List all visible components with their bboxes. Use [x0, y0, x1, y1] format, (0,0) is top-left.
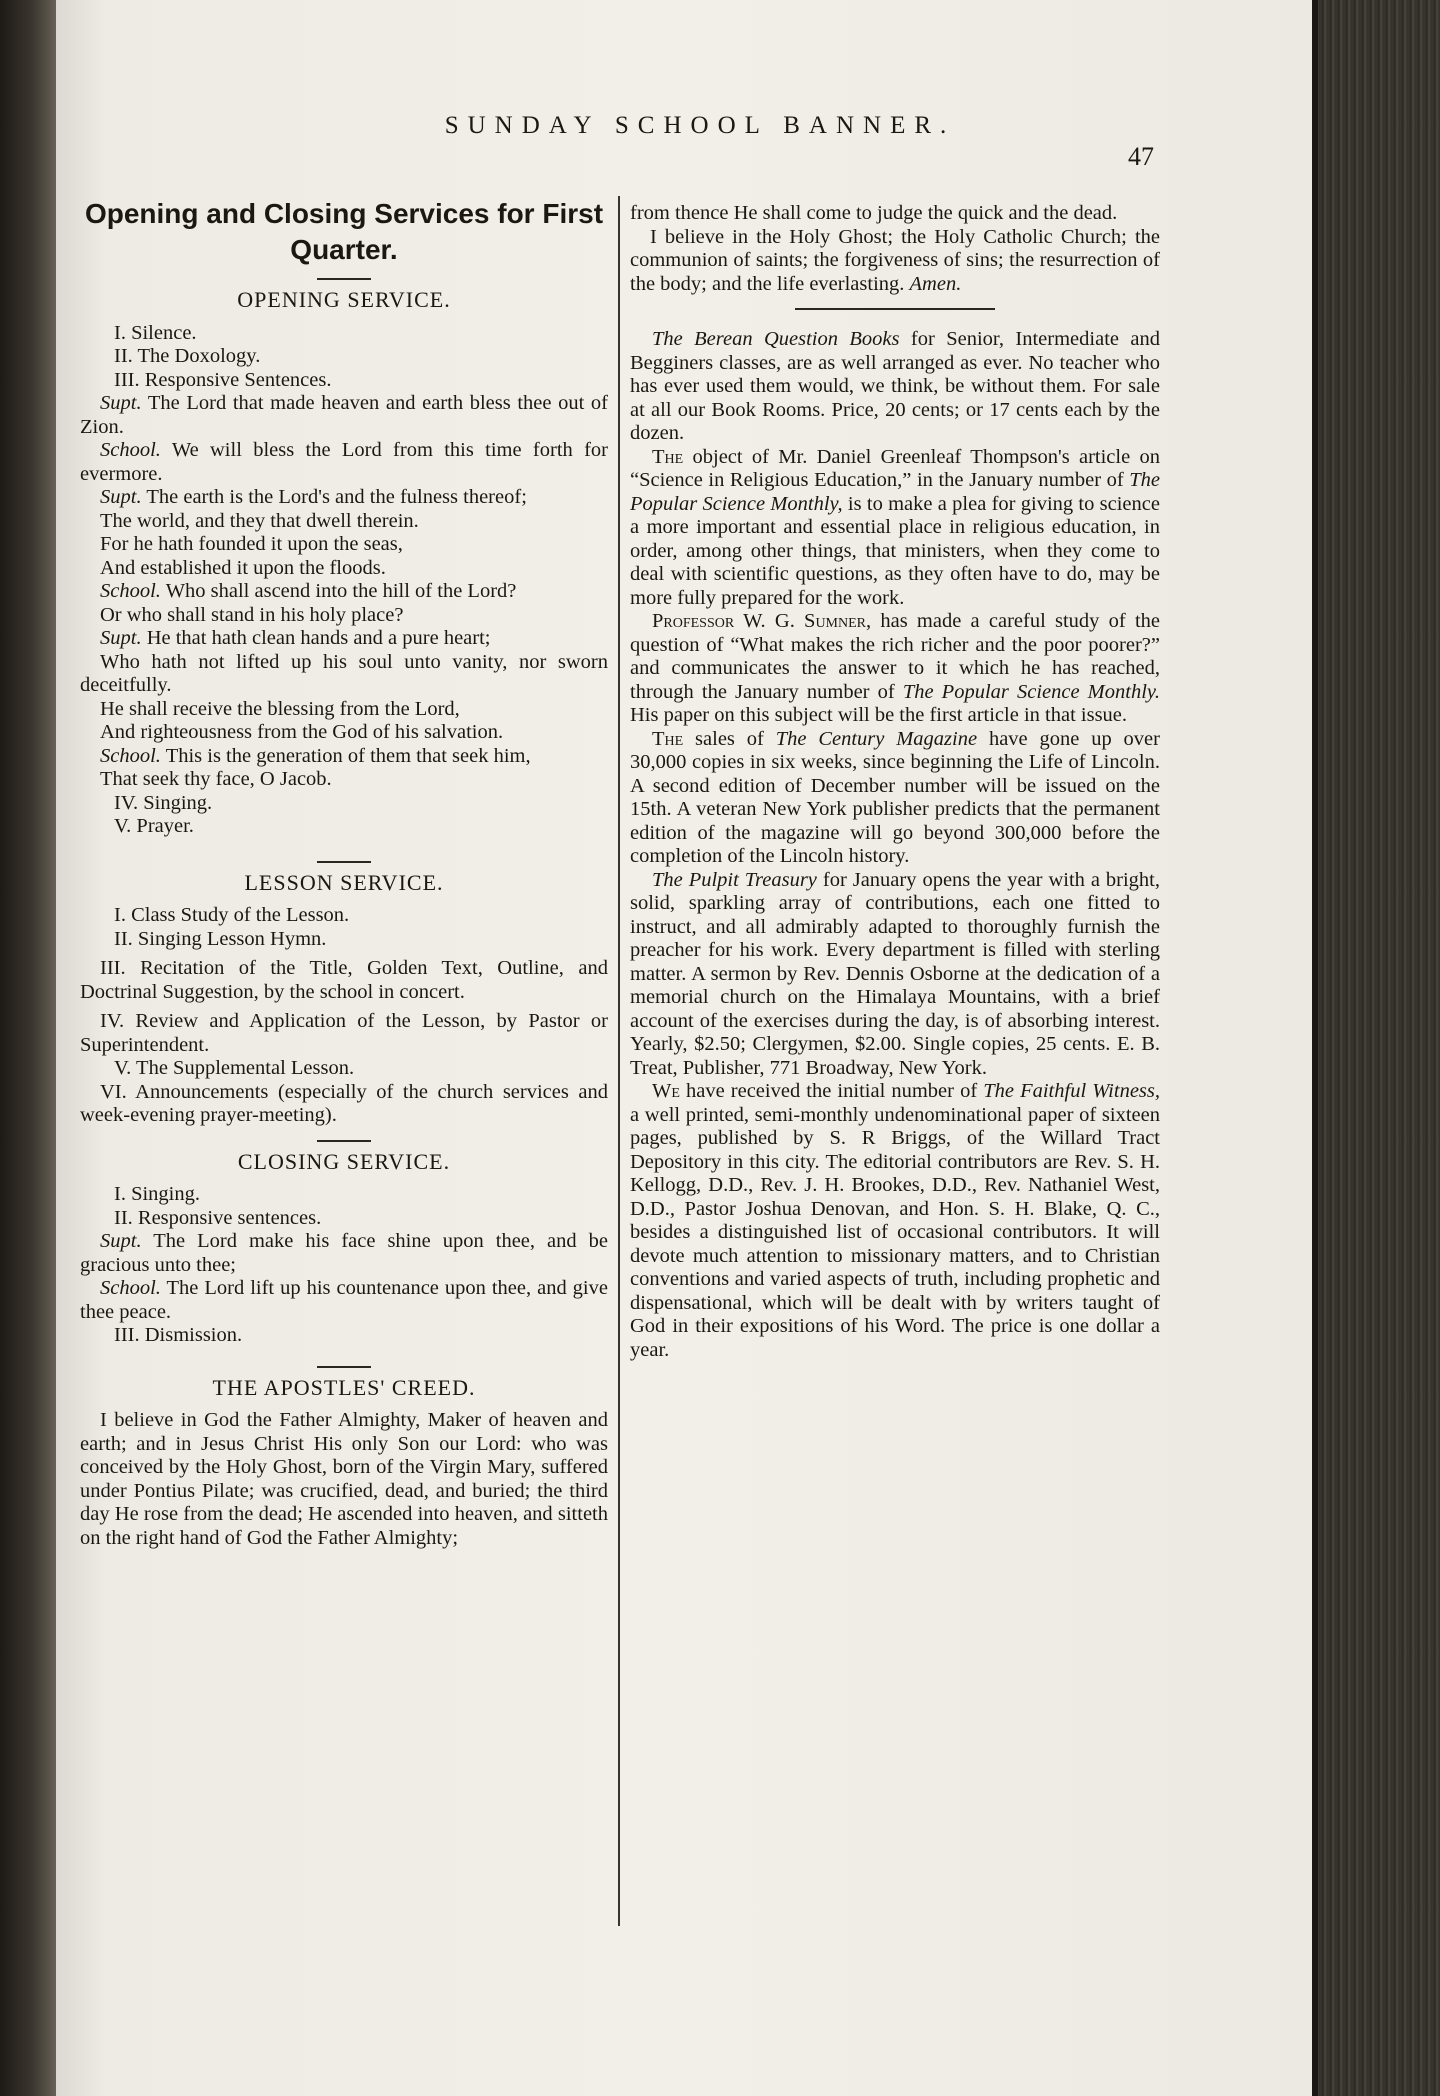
responsive-text: The world, and they that dwell therein. [100, 509, 419, 532]
responsive-text: The Lord lift up his countenance upon thee, and give thee peace. [80, 1277, 608, 1323]
responsive-text: That seek thy face, O Jacob. [100, 768, 332, 790]
responsive-line [80, 510, 608, 534]
news-text: have gone up over 30,000 copies in six weeks, since beginning the Life of Lincoln. A second edition of December number will be issued on the 15th. A veteran New York publisher predicts that the permanent edition of the magazine will go beyond 300,000 before the completion of the Lincoln history. [630, 727, 1160, 867]
page-number: 47 [1128, 142, 1154, 171]
news-text: for Senior, Intermediate and Begginers classes, are as well arranged as ever. No teacher who has ever used them would, we think, be without them. For sale at all our Book Rooms. Price, 20 cents; or 17 cents each by the dozen. [630, 328, 1160, 444]
speaker-label: School. [100, 744, 161, 767]
responsive-line [80, 486, 608, 510]
speaker-label: Supt. [100, 627, 142, 649]
divider [317, 861, 371, 863]
article-title: Opening and Closing Services for First Quarter. [84, 198, 604, 265]
ornamental-divider [795, 308, 995, 310]
right-column [630, 190, 1160, 1970]
responsive-line [80, 604, 608, 628]
news-text: have received the initial number of [679, 1080, 984, 1102]
news-lead: The [652, 445, 684, 468]
speaker-label: School. [100, 1277, 161, 1299]
list-item: III. Recitation of the Title, Golden Text, Outline, and Doctrinal Suggestion, by the school in concert. [80, 957, 608, 1003]
news-lead: Professor W. G. Sumner, [652, 610, 872, 632]
responsive-line [80, 627, 608, 651]
divider [317, 1140, 371, 1142]
speaker-label: Supt. [100, 486, 142, 508]
list-item: II. Singing Lesson Hymn. [114, 927, 327, 950]
facing-page-edge [0, 0, 58, 2096]
news-lead: The [652, 727, 684, 750]
responsive-text: The Lord make his face shine upon thee, and be gracious unto thee; [80, 1230, 608, 1276]
list-item: V. Prayer. [114, 815, 194, 837]
responsive-line [80, 1230, 608, 1277]
responsive-text: And established it upon the floods. [100, 556, 386, 579]
responsive-text: This is the generation of them that seek him, [165, 744, 531, 767]
divider [317, 278, 371, 280]
column-rule [618, 196, 620, 1926]
list-item: I. Class Study of the Lesson. [114, 904, 350, 926]
news-text: is to make a plea for giving to science a more important and essential place in religious education, in order, among other things, that ministers, when they come to deal with scientific questions, as they often have to do, may be more fully prepared for the work. [630, 492, 1160, 609]
creed-amen: Amen. [909, 272, 962, 295]
list-item: II. Responsive sentences. [114, 1206, 322, 1229]
news-item-sumner [630, 610, 1160, 728]
left-column [80, 190, 608, 1970]
list-item: I. Singing. [114, 1183, 200, 1205]
news-text: has made a careful study of the question of “What makes the rich richer and the poor poorer?” and communicates the answer to it which he has reached, through the January number of [630, 610, 1160, 703]
list-item: IV. Singing. [114, 791, 213, 814]
list-item: IV. Review and Application of the Lesson, by Pastor or Superintendent. [80, 1010, 608, 1056]
news-text: for January opens the year with a bright, solid, sparkling array of contributions, each one fitted to instruct, and all admirably adapted to thoroughly furnish the preacher for his work. Every department is filled with sterling matter. A sermon by Rev. Dennis Osborne at the dedication of a memorial church on the Himalaya Mountains, with a brief account of the exercises during the day, is of absorbing interest. Yearly, $2.50; Clergymen, $2.00. Single copies, 25 cents. E. B. Treat, Publisher, 771 Broadway, New York. [630, 868, 1160, 1079]
creed-text: I believe in the Holy Ghost; the Holy Catholic Church; the communion of saints; the forgiveness of sins; the resurrection of the body; and the life everlasting. [630, 225, 1160, 295]
list-item: III. Responsive Sentences. [114, 368, 332, 391]
news-text: sales of [683, 727, 776, 750]
responsive-line [80, 1277, 608, 1324]
divider [317, 1366, 371, 1368]
responsive-text: Who shall ascend into the hill of the Lord? [165, 580, 517, 602]
news-italic: The Faithful Witness, [983, 1080, 1160, 1102]
closing-service-heading: CLOSING SERVICE. [237, 1148, 451, 1174]
responsive-text: Who hath not lifted up his soul unto vanity, nor sworn deceitfully. [80, 650, 608, 696]
page-edge-shadow [1312, 0, 1318, 2096]
responsive-text: We will bless the Lord from this time forth for evermore. [80, 439, 608, 485]
responsive-line [80, 698, 608, 722]
news-italic: The Popular Science Monthly, [630, 469, 1160, 515]
running-head: SUNDAY SCHOOL BANNER. [444, 112, 956, 139]
responsive-text: The earth is the Lord's and the fulness thereof; [146, 486, 527, 508]
lesson-service-heading: LESSON SERVICE. [244, 869, 444, 895]
news-lead: We [652, 1080, 680, 1102]
opening-service-heading: OPENING SERVICE. [237, 287, 451, 312]
speaker-label: School. [100, 580, 161, 602]
list-item: V. The Supplemental Lesson. [114, 1057, 355, 1079]
responsive-line [80, 439, 608, 486]
responsive-text: The Lord that made heaven and earth bless thee out of Zion. [80, 392, 608, 438]
responsive-text: He that hath clean hands and a pure heart; [146, 627, 491, 649]
responsive-text: And righteousness from the God of his salvation. [100, 721, 504, 743]
news-italic: The Popular Science Monthly. [902, 680, 1160, 703]
creed-text: I believe in God the Father Almighty, Maker of heaven and earth; and in Jesus Christ His only Son our Lord: who was conceived by the Holy Ghost, born of the Virgin Mary, suffered under Pontius Pilate; was crucified, dead, and buried; the third day He rose from the dead; He ascended into heaven, and sitteth on the right hand of God the Father Almighty; [80, 1409, 608, 1549]
news-item-witness [630, 1080, 1160, 1362]
list-item: II. The Doxology. [114, 345, 261, 367]
news-text: His paper on this subject will be the first article in that issue. [630, 704, 1128, 726]
creed-heading: THE APOSTLES' CREED. [212, 1374, 476, 1400]
creed-continued [630, 226, 1160, 297]
responsive-line [80, 721, 608, 745]
responsive-line [80, 557, 608, 581]
responsive-text: Or who shall stand in his holy place? [100, 603, 404, 626]
news-text: a well printed, semi-monthly undenominational paper of sixteen pages, published by S. R Briggs, of the Willard Tract Depository in this city. The editorial contributors are Rev. S. H. Kellogg, D.D., Rev. J. H. Brookes, D.D., Rev. Nathaniel West, D.D., Pastor Joshua Denovan, and Hon. S. H. Blake, Q. C., besides a distinguished list of occasional contributors. It will devote much attention to missionary matters, and to Christian conventions and varied aspects of truth, including prophetic and dispensational, which will be dealt with by writers taught of God in their expositions of his Word. The price is one dollar a year. [630, 1103, 1160, 1361]
news-item-century [630, 728, 1160, 869]
speaker-label: School. [100, 439, 161, 461]
list-item: III. Dismission. [114, 1324, 243, 1346]
speaker-label: Supt. [100, 392, 142, 414]
news-item-berean [630, 328, 1160, 446]
news-item-pulpit [630, 869, 1160, 1081]
list-item: I. Silence. [114, 321, 197, 344]
news-italic: The Century Magazine [775, 727, 978, 750]
news-lead: The Pulpit Treasury [652, 868, 817, 891]
list-item: VI. Announcements (especially of the church services and week-evening prayer-meeting). [80, 1080, 608, 1126]
news-text: object of Mr. Daniel Greenleaf Thompson's article on “Science in Religious Education,” in the January number of [630, 445, 1160, 491]
responsive-text: For he hath founded it upon the seas, [100, 533, 403, 555]
news-lead: The Berean Question Books [652, 328, 900, 350]
book-spine [1312, 0, 1440, 2096]
responsive-line [80, 392, 608, 439]
responsive-text: He shall receive the blessing from the Lord, [100, 697, 460, 720]
speaker-label: Supt. [100, 1230, 142, 1252]
responsive-line [80, 580, 608, 604]
responsive-line [80, 651, 608, 698]
responsive-line [80, 745, 608, 769]
responsive-line [80, 533, 608, 557]
news-item-thompson [630, 446, 1160, 611]
creed-continued: from thence He shall come to judge the quick and the dead. [630, 202, 1118, 224]
responsive-line [80, 768, 608, 792]
